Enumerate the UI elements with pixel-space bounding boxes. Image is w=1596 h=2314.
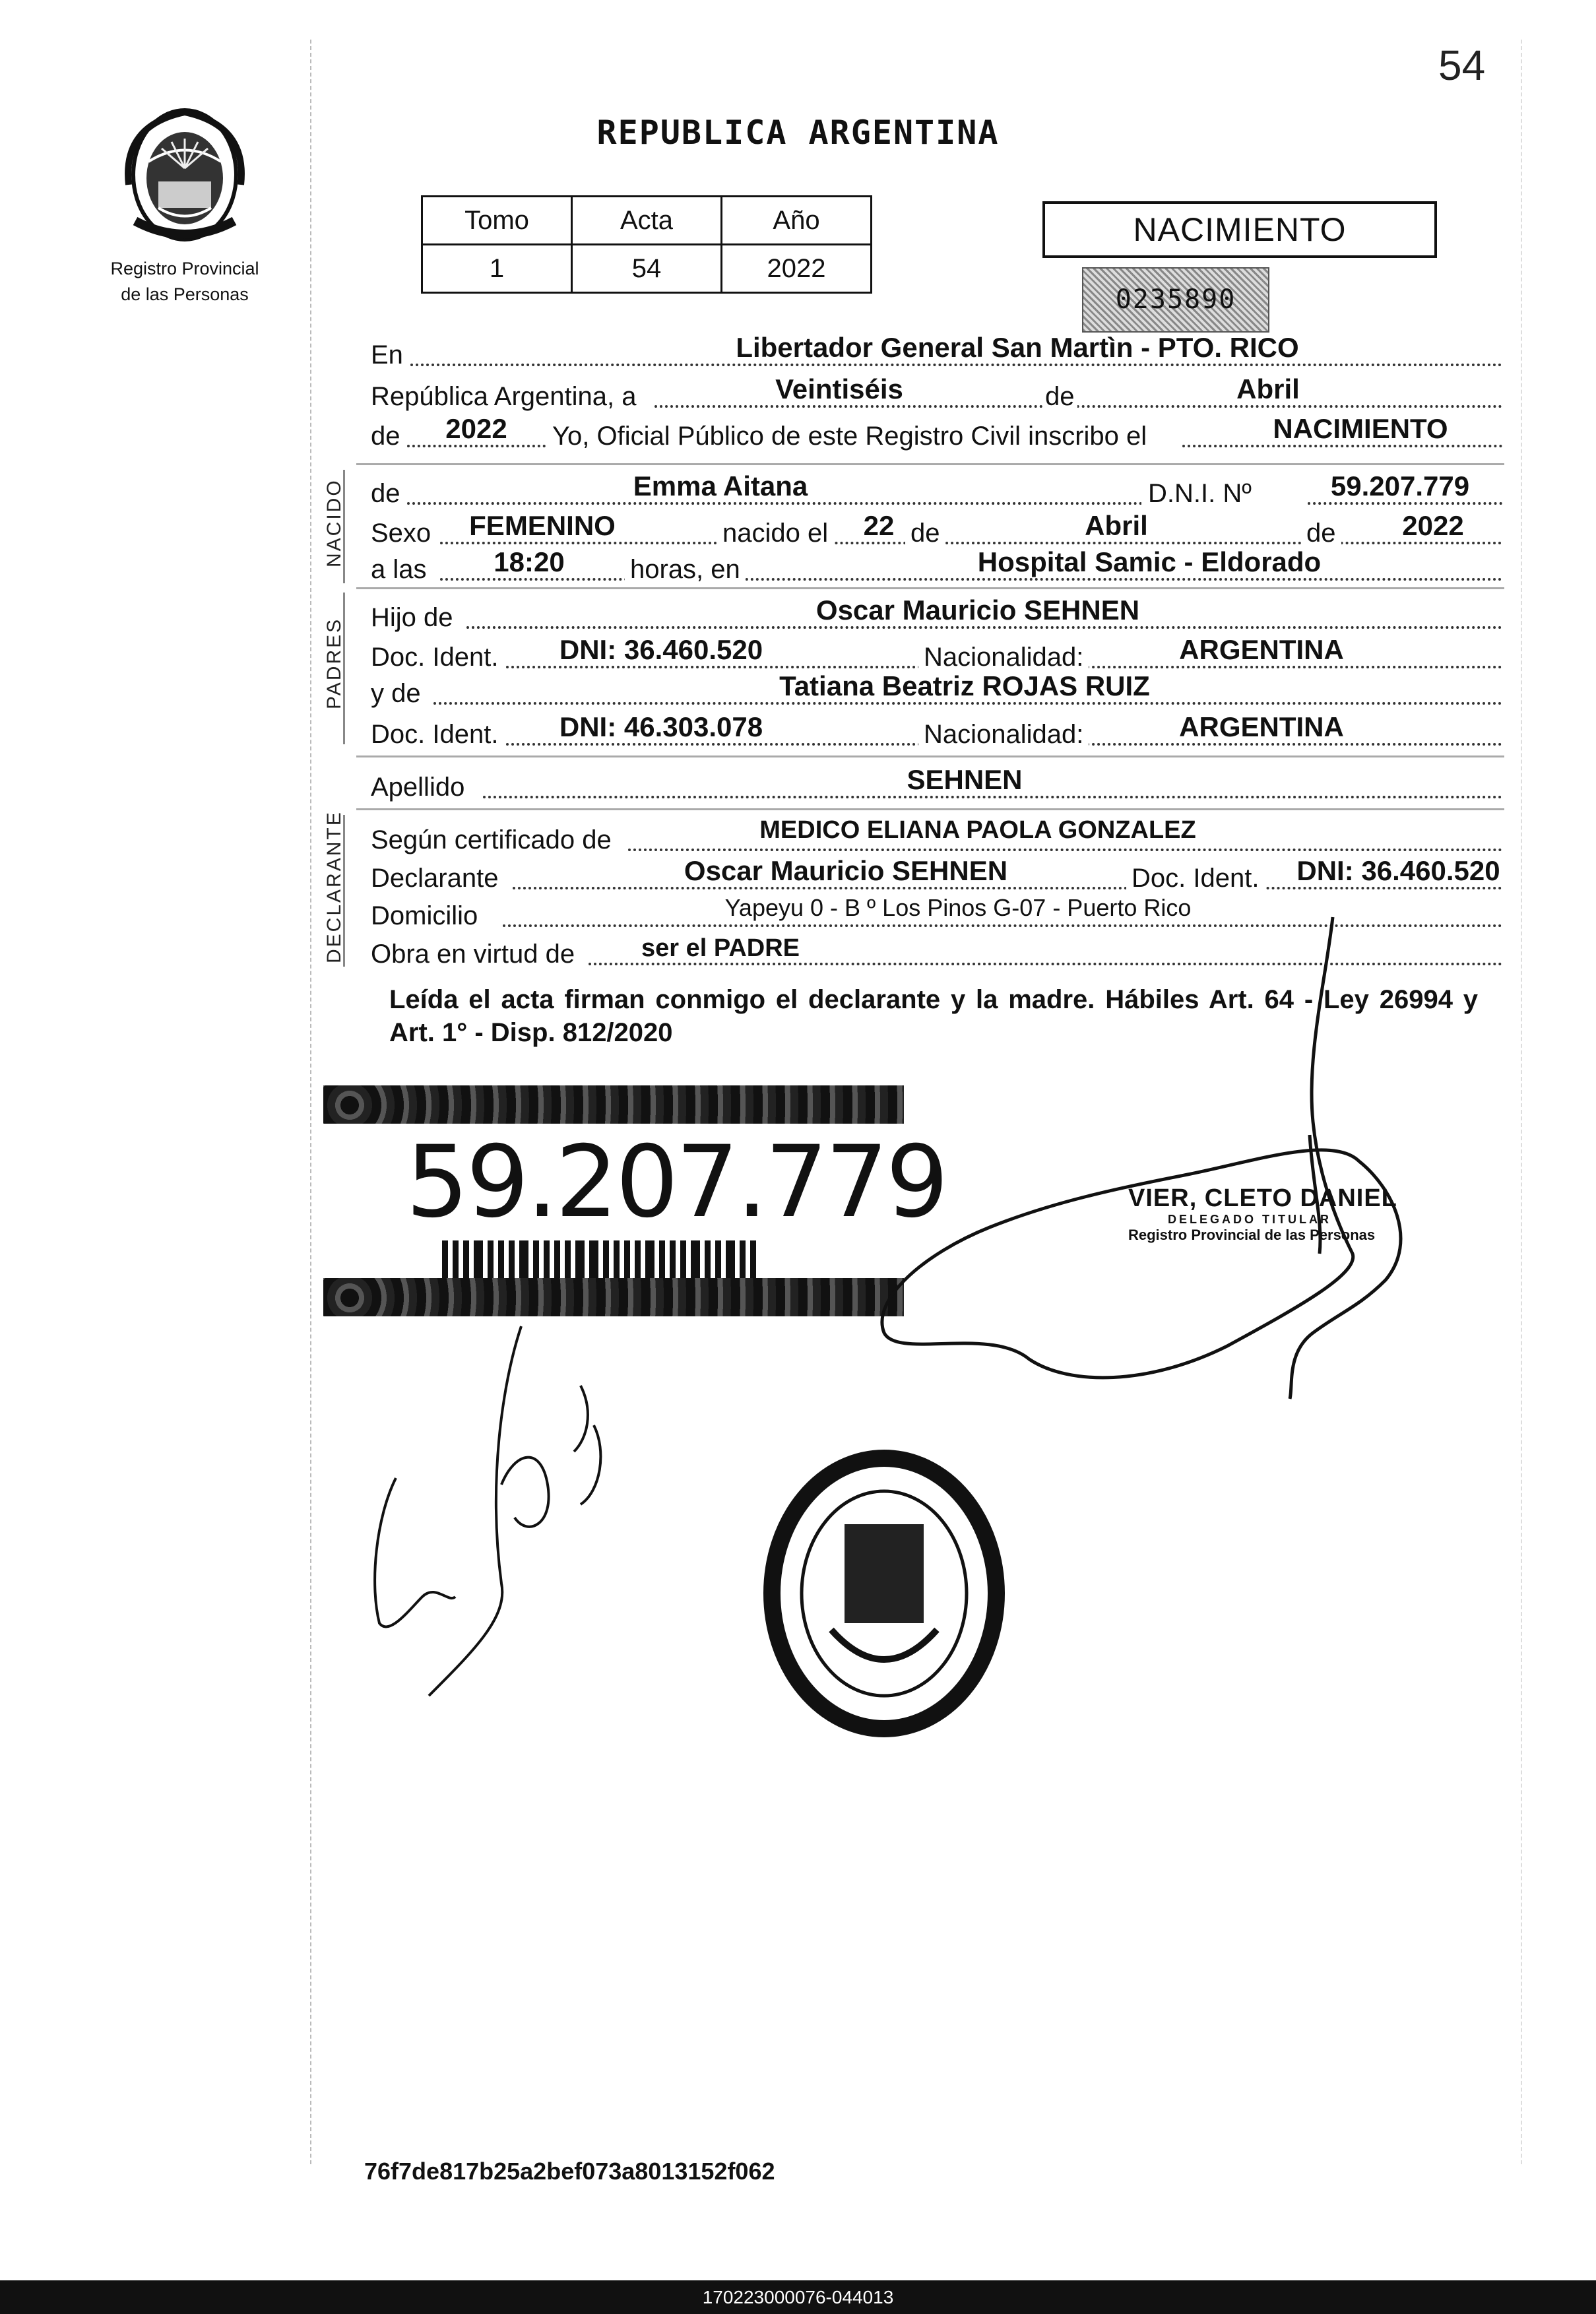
value-month: Abril	[1236, 373, 1300, 404]
label-inscribo: Yo, Oficial Público de este Registro Civil inscribo el	[552, 422, 1147, 451]
act-type-box: NACIMIENTO	[1042, 201, 1437, 258]
section-label-nacido: NACIDO	[323, 478, 345, 567]
label-de-year: de	[371, 422, 400, 451]
page-number: 54	[1438, 42, 1486, 89]
label-de: de	[1042, 382, 1077, 412]
official-organization: Registro Provincial de las Personas	[1128, 1227, 1376, 1243]
label-hijo-de: Hijo de	[371, 603, 453, 632]
label-de: de	[371, 479, 400, 508]
footer-code-bar: 170223000076-044013	[0, 2280, 1596, 2314]
value-father-doc: DNI: 36.460.520	[559, 634, 763, 665]
value-father-nationality: ARGENTINA	[1179, 634, 1344, 665]
value-father-name: Oscar Mauricio SEHNEN	[815, 595, 1140, 626]
value-mother-name: Tatiana Beatriz ROJAS RUIZ	[779, 670, 1150, 701]
value-mother-nationality: ARGENTINA	[1179, 711, 1344, 742]
value-apellido: SEHNEN	[907, 764, 1023, 795]
label-a-las: a las	[371, 555, 427, 584]
institution-caption-line1: Registro Provincial	[110, 259, 259, 278]
label-declarante: Declarante	[371, 864, 499, 893]
value-sexo: FEMENINO	[469, 510, 616, 541]
value-birth-year: 2022	[1402, 510, 1464, 541]
label-segun-certificado: Según certificado de	[371, 825, 612, 854]
label-nacionalidad: Nacionalidad:	[918, 720, 1089, 750]
declarant-signature	[375, 1326, 600, 1696]
register-value-acta: 54	[572, 245, 722, 293]
label-republica: República Argentina, a	[371, 382, 637, 411]
label-apellido: Apellido	[371, 773, 465, 802]
value-child-dni: 59.207.779	[1330, 470, 1470, 501]
document-hash: 76f7de817b25a2bef073a8013152f062	[364, 2158, 775, 2185]
institution-caption-line2: de las Personas	[121, 284, 249, 304]
value-mother-doc: DNI: 46.303.078	[559, 711, 763, 742]
register-header-anio: Año	[722, 197, 872, 245]
official-seal	[772, 1458, 996, 1729]
value-certificate: MEDICO ELIANA PAOLA GONZALEZ	[759, 816, 1196, 844]
value-declarante-name: Oscar Mauricio SEHNEN	[684, 855, 1008, 886]
register-value-tomo: 1	[422, 245, 572, 293]
value-inscribo: NACIMIENTO	[1273, 413, 1448, 444]
label-obra: Obra en virtud de	[371, 940, 575, 969]
label-sexo: Sexo	[371, 519, 431, 548]
value-birth-month: Abril	[1085, 510, 1148, 541]
serial-stamp: 0235890	[1082, 267, 1269, 333]
official-name: VIER, CLETO DANIEL	[1128, 1184, 1397, 1212]
label-y-de: y de	[371, 679, 421, 708]
label-nacido-el: nacido el	[717, 519, 833, 548]
value-year: 2022	[445, 413, 507, 444]
label-doc-ident: Doc. Ident.	[1126, 864, 1264, 893]
section-label-declarante: DECLARANTE	[323, 810, 345, 963]
value-address: Yapeyu 0 - B º Los Pinos G-07 - Puerto Rico	[724, 894, 1192, 921]
official-role: DELEGADO TITULAR	[1168, 1213, 1331, 1226]
value-obra: ser el PADRE	[641, 934, 800, 962]
label-en: En	[371, 340, 403, 370]
label-de: de	[1301, 519, 1341, 548]
label-doc-ident: Doc. Ident.	[371, 720, 499, 749]
closing-note: Leída el acta firman conmigo el declarante y la madre. Hábiles Art. 64 - Ley 26994 y Art. 1° - Disp. 812/2020	[389, 985, 1478, 1047]
value-birth-day: 22	[863, 510, 895, 541]
register-header-acta: Acta	[572, 197, 722, 245]
register-header-tomo: Tomo	[422, 197, 572, 245]
label-dni: D.N.I. Nº	[1141, 479, 1252, 509]
label-horas-en: horas, en	[625, 555, 746, 585]
value-birth-time: 18:20	[494, 546, 565, 577]
document-title: REPUBLICA ARGENTINA	[596, 113, 1000, 152]
official-signature	[882, 917, 1401, 1399]
register-value-anio: 2022	[722, 245, 872, 293]
section-label-padres: PADRES	[323, 617, 345, 709]
label-domicilio: Domicilio	[371, 901, 478, 930]
value-day-text: Veintiséis	[775, 373, 903, 404]
dni-sticker-number: 59.207.779	[406, 1125, 946, 1240]
label-de: de	[905, 519, 945, 548]
label-doc-ident: Doc. Ident.	[371, 643, 499, 672]
value-declarante-doc: DNI: 36.460.520	[1296, 855, 1500, 886]
value-place: Libertador General San Martìn - PTO. RICO	[736, 332, 1299, 363]
value-child-name: Emma Aitana	[633, 470, 808, 501]
value-birth-place: Hospital Samic - Eldorado	[977, 546, 1322, 577]
label-nacionalidad: Nacionalidad:	[918, 643, 1089, 672]
